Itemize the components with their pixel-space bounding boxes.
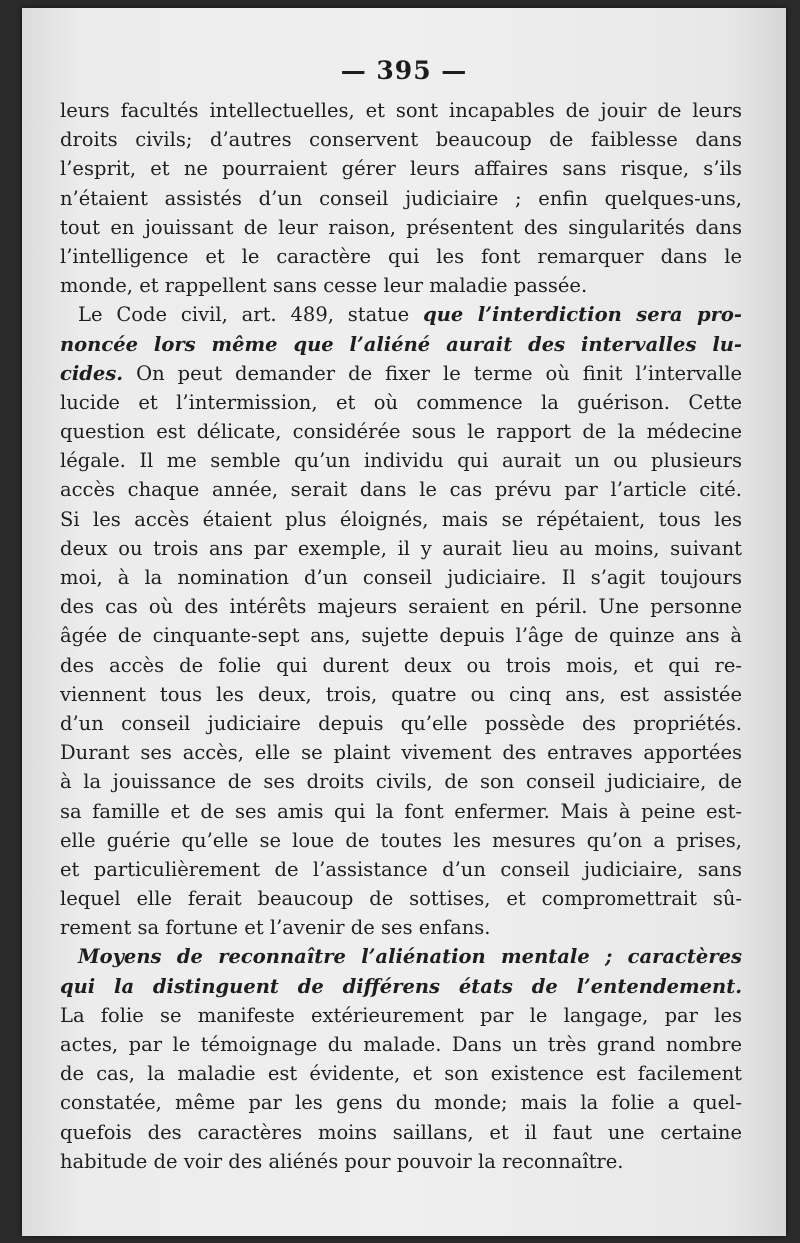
text-line: l’esprit, et ne pourraient gérer leurs affaires sans risque, s’ils [60, 157, 742, 181]
text-line: accès chaque année, serait dans le cas prévu par l’article cité. [60, 478, 742, 502]
text-line: tout en jouissant de leur raison, présentent des singularités dans [60, 215, 742, 239]
text-line: lucide et l’intermission, et où commence la guérison. Cette [60, 390, 742, 414]
text-line: deux ou trois ans par exemple, il y aurait lieu au moins, suivant [60, 536, 742, 560]
text-line: quefois des caractères moins saillans, et il faut une certaine [60, 1120, 742, 1144]
text-line: à la jouissance de ses droits civils, de son conseil judiciaire, de [60, 770, 742, 794]
page-number: — 395 — [340, 56, 468, 85]
section-heading: Moyens de reconnaître l’aliénation mentale ; caractères [78, 945, 742, 969]
text-line: n’étaient assistés d’un conseil judiciaire ; enfin quelques-uns, [60, 186, 742, 210]
text-line: leurs facultés intellectuelles, et sont incapables de jouir de leurs [60, 99, 742, 122]
text-line: droits civils; d’autres conservent beaucoup de faiblesse dans [60, 128, 742, 152]
italic-citation: que l’interdiction sera pro- [423, 303, 743, 327]
text-line: moi, à la nomination d’un conseil judiciaire. Il s’agit toujours [60, 566, 742, 589]
text-line: de cas, la maladie est évidente, et son existence est facilement [60, 1062, 742, 1086]
text-run: Le Code civil, art. 489, statue [78, 303, 424, 327]
italic-citation: noncée lors même que l’aliéné aurait des intervalles lu- [60, 332, 742, 356]
text-line [60, 359, 742, 388]
text-line: actes, par le témoignage du malade. Dans un très grand nombre [60, 1033, 742, 1056]
text-line: constatée, même par les gens du monde; mais la folie a quel- [60, 1091, 742, 1115]
text-line: l’intelligence et le caractère qui les font remarquer dans le [60, 244, 742, 268]
text-line: La folie se manifeste extérieurement par le langage, par les [60, 1003, 742, 1027]
text-line: viennent tous les deux, trois, quatre ou cinq ans, est assistée [60, 682, 742, 706]
text-line: des accès de folie qui durent deux ou trois mois, et qui re- [60, 653, 742, 677]
section-heading: qui la distinguent de différens états de l’entendement. [60, 974, 742, 998]
text-line: Durant ses accès, elle se plaint vivement des entraves apportées [60, 741, 742, 765]
text-line: Si les accès étaient plus éloignés, mais se répétaient, tous les [60, 507, 742, 531]
text-line: et particulièrement de l’assistance d’un conseil judiciaire, sans [60, 857, 742, 881]
text-line: légale. Il me semble qu’un individu qui aurait un ou plusieurs [60, 449, 742, 473]
text-line: monde, et rappellent sans cesse leur maladie passée. [60, 274, 588, 298]
italic-citation: cides. [60, 361, 124, 385]
text-line: âgée de cinquante-sept ans, sujette depuis l’âge de quinze ans à [60, 624, 742, 648]
text-line: sa famille et de ses amis qui la font enfermer. Mais à peine est- [60, 799, 742, 823]
text-line: rement sa fortune et l’avenir de ses enfans. [60, 916, 491, 940]
text-line: elle guérie qu’elle se loue de toutes les mesures qu’on a prises, [60, 828, 742, 852]
text-line: question est délicate, considérée sous le rapport de la médecine [60, 420, 742, 444]
text-line [60, 300, 742, 329]
text-run: On peut demander de fixer le terme où finit l’intervalle [123, 361, 742, 385]
text-line: des cas où des intérêts majeurs seraient en péril. Une personne [60, 595, 742, 619]
text-line: d’un conseil judiciaire depuis qu’elle possède des propriétés. [60, 711, 742, 735]
text-line: lequel elle ferait beaucoup de sottises, et compromettrait sû- [60, 887, 742, 911]
body-text [60, 96, 742, 1176]
book-page [22, 8, 786, 1236]
text-line: habitude de voir des aliénés pour pouvoir la reconnaître. [60, 1149, 624, 1173]
